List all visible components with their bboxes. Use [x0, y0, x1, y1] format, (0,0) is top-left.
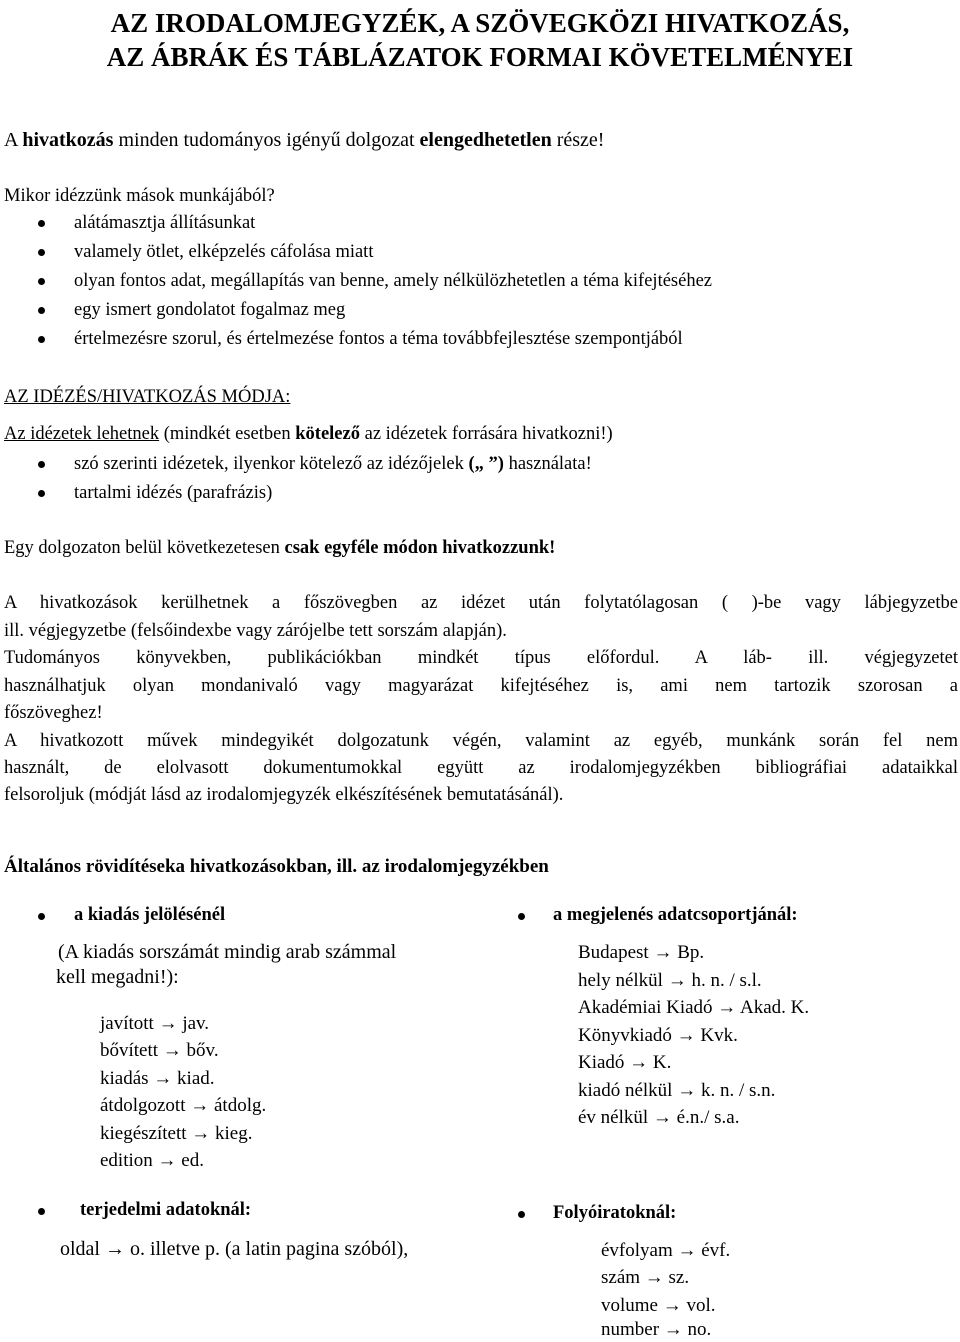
kiadas-note: kell megadni!): [56, 966, 179, 988]
mode-intro [4, 423, 613, 445]
mode-item-literal [74, 453, 592, 475]
abbrev-item: Budapest → Bp. [578, 942, 705, 963]
when-item: alátámasztja állításunkat [74, 213, 256, 233]
paragraph-line: ill. végjegyzetbe (felsőindexbe vagy zárójelbe tett sorszám alapján). [4, 621, 507, 641]
paragraph-line: A hivatkozások kerülhetnek a főszövegben az idézet után folytatólagosan ( )-be vagy lábjegyzetbe [4, 593, 958, 613]
kiadas-heading: a kiadás jelölésénél [74, 905, 226, 925]
bullet-icon [38, 913, 45, 920]
when-item: értelmezésre szorul, és értelmezése fontos a téma továbbfejlesztése szempontjából [74, 329, 683, 349]
page-title-line-2: AZ ÁBRÁK ÉS TÁBLÁZATOK FORMAI KÖVETELMÉNYEI [106, 42, 854, 72]
abbrev-item: hely nélkül → h. n. / s.l. [578, 970, 762, 991]
bullet-icon [38, 220, 45, 227]
paragraph-line: Tudományos könyvekben, publikációkban mindkét típus előfordul. A láb- ill. végjegyzetet [4, 648, 958, 668]
paragraph-line: felsoroljuk (módját lásd az irodalomjegyzék elkészítésének bemutatásánál). [4, 785, 564, 805]
page-title-line-1: AZ IRODALOMJEGYZÉK, A SZÖVEGKÖZI HIVATKOZÁS, [110, 8, 850, 38]
bullet-icon [38, 307, 45, 314]
mode-intro-underlined: Az idézetek lehetnek [4, 424, 160, 444]
abbrev-item: szám → sz. [601, 1267, 690, 1288]
paragraph-line: főszöveghez! [4, 703, 103, 723]
when-item: olyan fontos adat, megállapítás van benne, amely nélkülözhetetlen a téma kifejtéséhez [74, 271, 712, 291]
mode-intro-text: az idézetek forrására hivatkozni!) [364, 424, 613, 444]
quote-marks: („ ”) [468, 454, 504, 474]
abbrev-item: Könyvkiadó → Kvk. [578, 1025, 738, 1046]
bullet-icon [518, 913, 525, 920]
mode-item-paraphrase: tartalmi idézés (parafrázis) [74, 483, 273, 503]
abbrev-item: volume → vol. [601, 1295, 716, 1316]
intro-text: része! [556, 129, 605, 151]
intro-bold-hivatkozas: hivatkozás [22, 129, 114, 151]
intro-sentence [4, 128, 604, 152]
mode-intro-text: (mindkét esetben [163, 424, 291, 444]
abbrev-item: oldal → o. illetve p. (a latin pagina szóból), [60, 1238, 409, 1260]
bullet-icon [38, 249, 45, 256]
abbrev-item: number → no. [601, 1319, 712, 1340]
paragraph-line: használhatjuk olyan mondanivaló vagy magyarázat kifejtéséhez is, ami nem tartozik szorosan a [4, 676, 958, 696]
abbrev-item: Kiadó → K. [578, 1052, 672, 1073]
abbrev-item: átdolgozott → átdolg. [100, 1095, 267, 1116]
paragraph-line: A hivatkozott művek mindegyikét dolgozatunk végén, valamint az egyéb, munkánk során fel nem [4, 731, 958, 751]
intro-bold-elengedhetetlen: elengedhetetlen [419, 129, 552, 151]
bullet-icon [38, 1208, 45, 1215]
megjelenes-heading: a megjelenés adatcsoportjánál: [553, 905, 798, 925]
abbrev-item: javított → jav. [100, 1013, 210, 1034]
intro-text: minden tudományos igényű dolgozat [118, 129, 415, 151]
bullet-icon [518, 1211, 525, 1218]
bullet-icon [38, 336, 45, 343]
consistency-text: Egy dolgozaton belül következetesen [4, 538, 280, 558]
bullet-icon [38, 490, 45, 497]
bullet-icon [38, 278, 45, 285]
when-item: valamely ötlet, elképzelés cáfolása miatt [74, 242, 374, 262]
abbrev-item: év nélkül → é.n./ s.a. [578, 1107, 740, 1128]
mode-heading: AZ IDÉZÉS/HIVATKOZÁS MÓDJA: [4, 387, 291, 407]
abbrev-item: bővített → bőv. [100, 1040, 219, 1061]
mode-item-text: szó szerinti idézetek, ilyenkor kötelező az idézőjelek [74, 454, 464, 474]
abbrev-item: Akadémiai Kiadó → Akad. K. [578, 997, 810, 1018]
kiadas-note: (A kiadás sorszámát mindig arab számmal [58, 941, 397, 963]
consistency-sentence [4, 537, 555, 559]
when-item: egy ismert gondolatot fogalmaz meg [74, 300, 346, 320]
mode-intro-bold: kötelező [295, 424, 360, 444]
abbrev-item: kiadás → kiad. [100, 1068, 215, 1089]
when-question: Mikor idézzünk mások munkájából? [4, 186, 275, 206]
terjedelem-heading: terjedelmi adatoknál: [80, 1200, 252, 1220]
paragraph-line: használt, de elolvasott dokumentumokkal együtt az irodalomjegyzékben bibliográfiai adataikkal [4, 758, 958, 778]
abbrev-item: évfolyam → évf. [601, 1240, 731, 1261]
intro-text: A [4, 129, 18, 151]
abbrev-item: kiegészített → kieg. [100, 1123, 253, 1144]
folyoirat-heading: Folyóiratoknál: [553, 1203, 677, 1223]
consistency-bold: csak egyféle módon hivatkozzunk! [284, 538, 556, 558]
abbrev-item: edition → ed. [100, 1150, 204, 1171]
abbrev-item: kiadó nélkül → k. n. / s.n. [578, 1080, 776, 1101]
mode-item-text: használata! [508, 454, 592, 474]
bullet-icon [38, 461, 45, 468]
abbrev-heading: Általános rövidítéseka hivatkozásokban, ill. az irodalomjegyzékben [4, 856, 549, 877]
